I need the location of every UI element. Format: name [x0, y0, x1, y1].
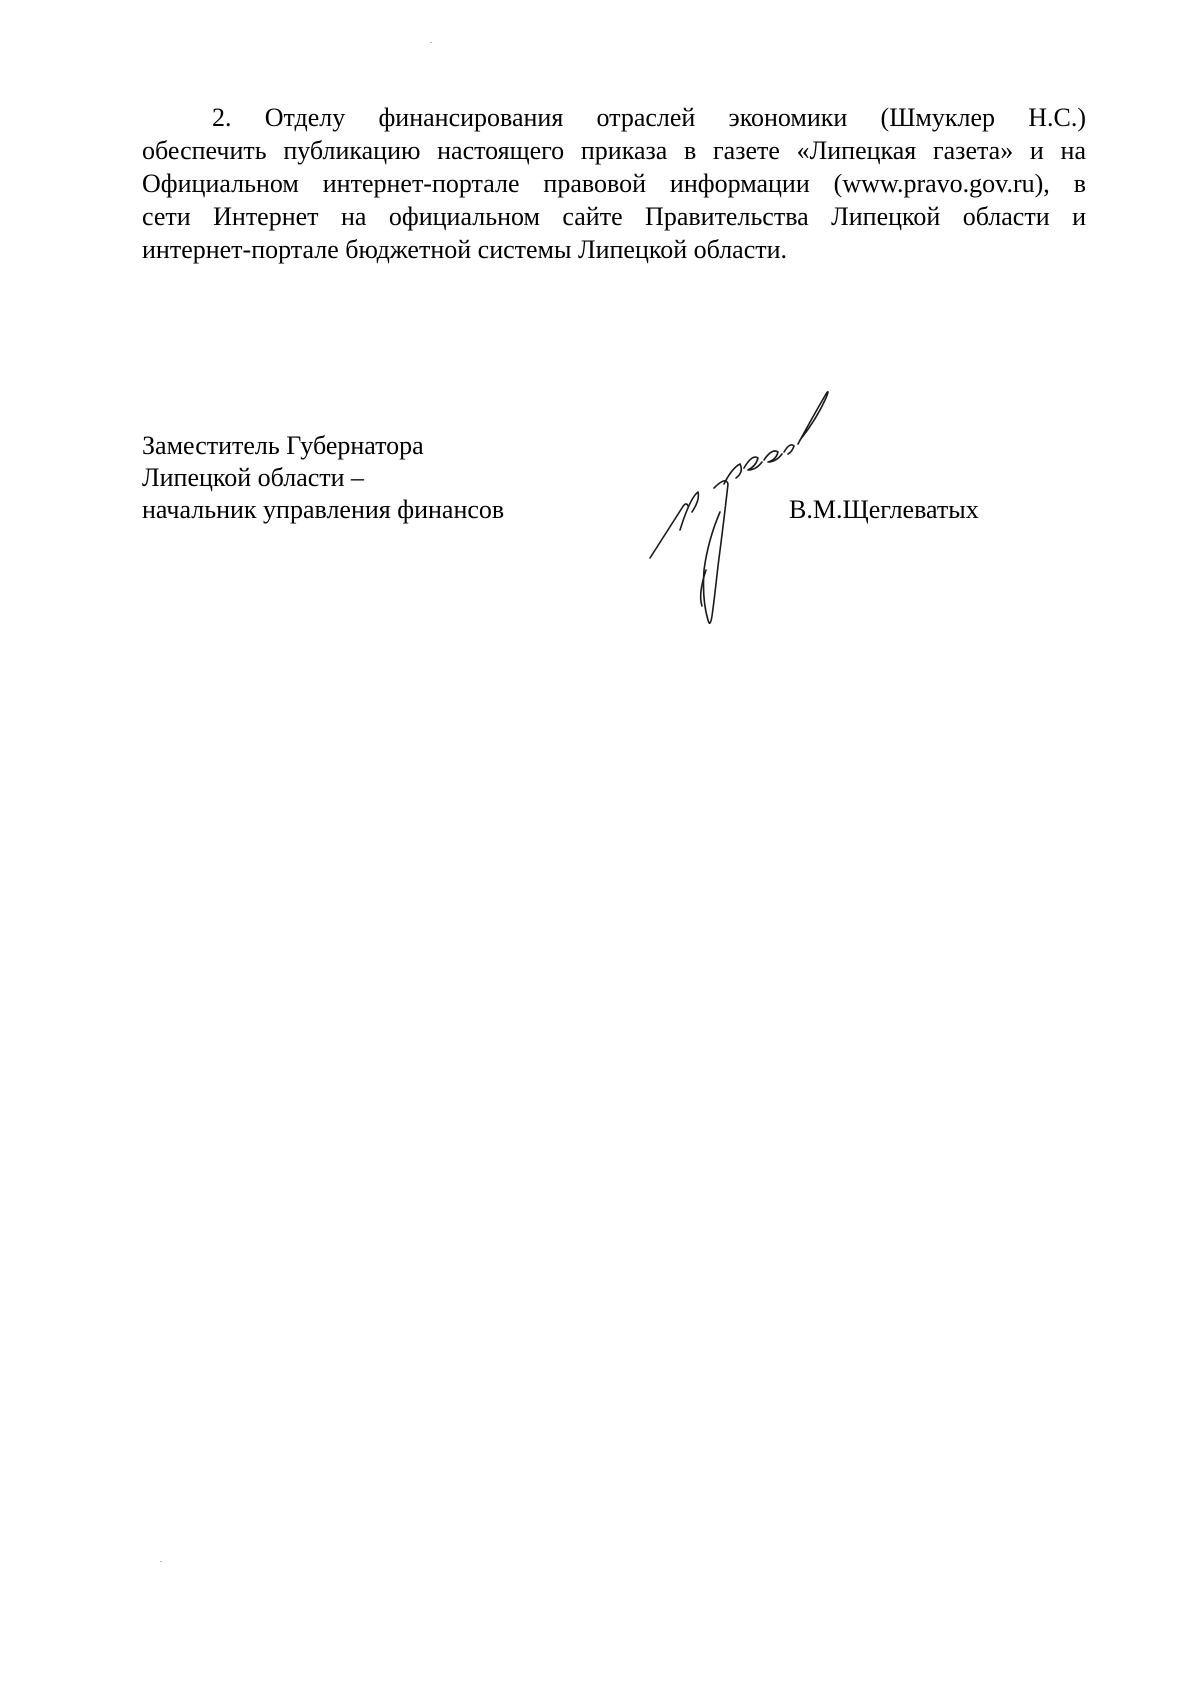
scan-speck — [160, 1561, 162, 1562]
signatory-name: В.М.Щеглеватых — [789, 495, 979, 524]
paragraph-line: интернет-портале бюджетной системы Липецкой области. — [142, 235, 788, 264]
signatory-position — [142, 430, 504, 526]
paragraph-line: Официальном интернет-портале правовой информации (www.pravo.gov.ru), в — [142, 169, 1086, 198]
position-line: Заместитель Губернатора — [142, 431, 424, 460]
paragraph-line: 2. Отделу финансирования отраслей экономики (Шмуклер Н.С.) — [212, 103, 1086, 132]
position-line: Липецкой области – — [142, 463, 365, 492]
position-line: начальник управления финансов — [142, 495, 505, 524]
body-paragraph — [142, 101, 1086, 266]
scan-speck — [430, 42, 432, 43]
paragraph-line: обеспечить публикацию настоящего приказа в газете «Липецкая газета» и на — [142, 136, 1086, 165]
paragraph-line: сети Интернет на официальном сайте Правительства Липецкой области и — [142, 202, 1086, 231]
